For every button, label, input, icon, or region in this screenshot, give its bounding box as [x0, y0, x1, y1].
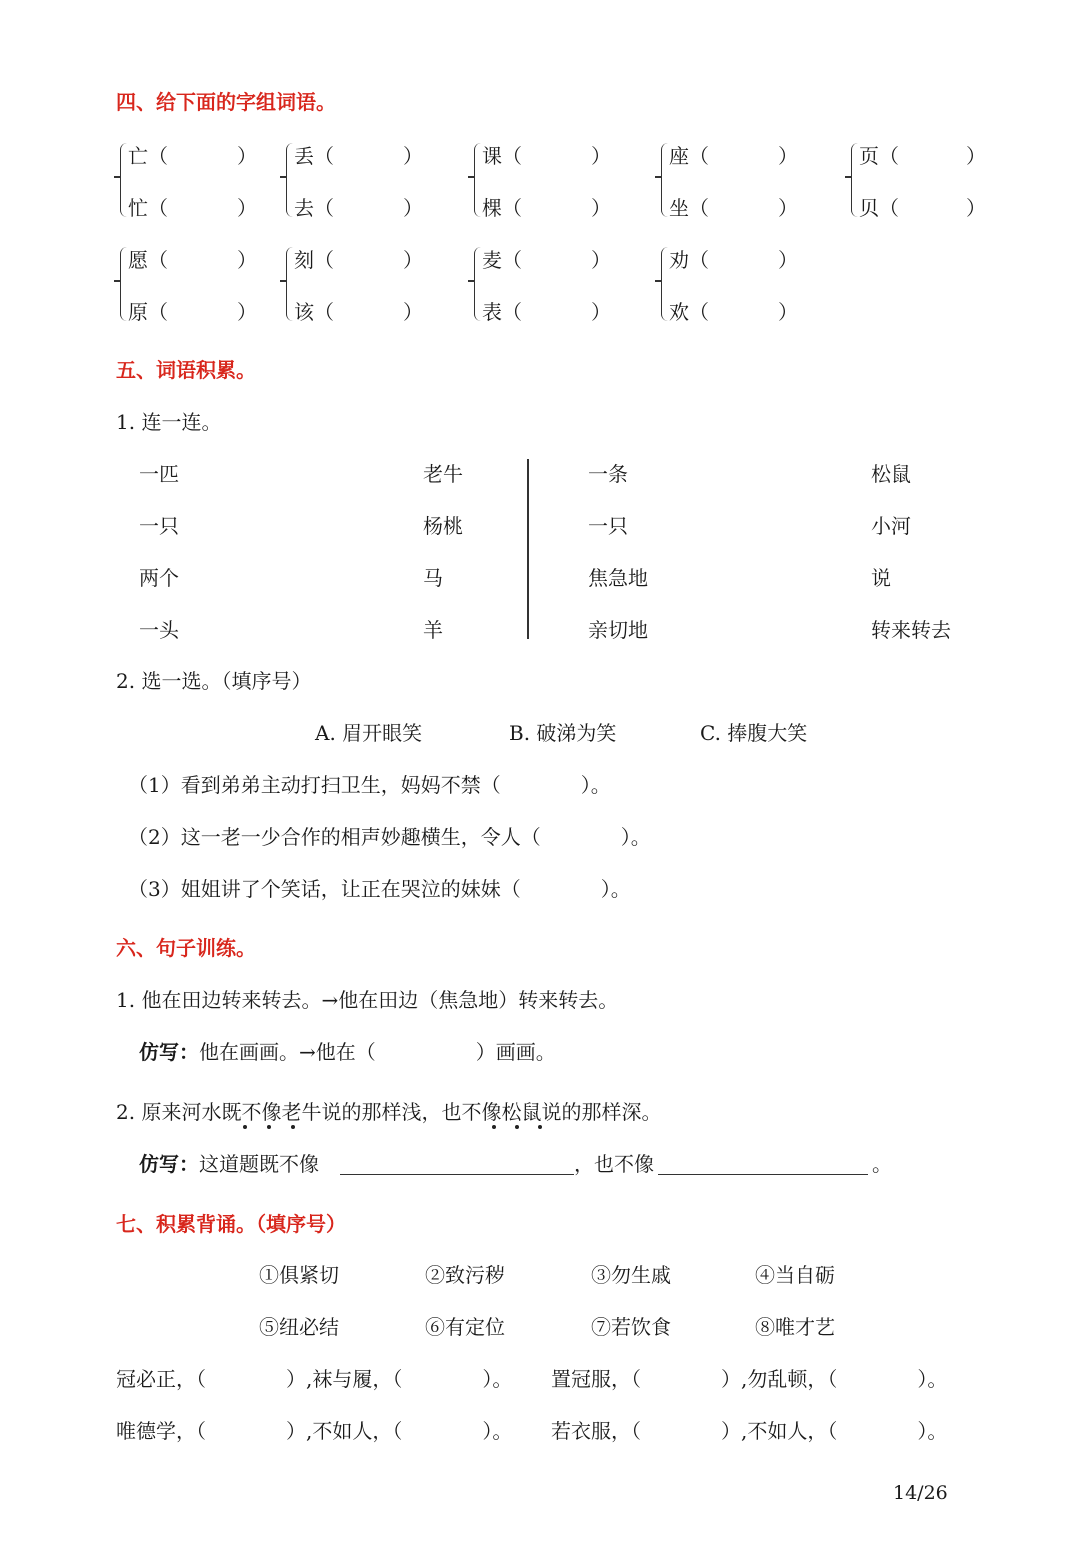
recite-option: ⑤纽必结 — [259, 1315, 339, 1339]
group-close-paren: ） — [237, 144, 257, 168]
group-char: 棵（ — [482, 196, 522, 220]
matching-left-target: 杨桃 — [423, 514, 463, 538]
matching-right-item: 亲切地 — [588, 618, 648, 642]
group-char: 刻（ — [294, 248, 334, 272]
group-char: 原（ — [128, 300, 168, 324]
matching-right-item: 焦急地 — [588, 566, 648, 590]
emphasis-dot — [267, 1125, 271, 1129]
matching-right-item: 一只 — [588, 514, 628, 538]
group-close-paren: ） — [778, 144, 798, 168]
matching-question-title: 1. 连一连。 — [116, 410, 222, 434]
recite-line: 冠必正，（ ）,袜与履，（ ）。 — [116, 1367, 513, 1391]
section5-heading: 五、词语积累。 — [116, 358, 256, 382]
recite-line: 若衣服，（ ）,不如人，（ ）。 — [551, 1419, 948, 1443]
emphasis-dot — [538, 1125, 542, 1129]
group-char: 亡（ — [128, 144, 168, 168]
group-char: 该（ — [294, 300, 334, 324]
matching-right-target: 松鼠 — [871, 462, 911, 486]
section7-heading: 七、积累背诵。（填序号） — [116, 1212, 346, 1236]
recite-option: ④当自砺 — [755, 1263, 835, 1287]
recite-option: ②致污秽 — [425, 1263, 505, 1287]
emphasis-dot — [515, 1125, 519, 1129]
group-char: 贝（ — [859, 196, 899, 220]
imitate-text-2c: 。 — [872, 1152, 892, 1176]
group-close-paren: ） — [591, 196, 611, 220]
matching-left-target: 羊 — [423, 618, 443, 642]
group-close-paren: ） — [778, 300, 798, 324]
matching-left-target: 马 — [423, 566, 443, 590]
matching-left-item: 一头 — [139, 618, 179, 642]
group-close-paren: ） — [403, 144, 423, 168]
group-char: 丢（ — [294, 144, 334, 168]
choice-question-title: 2. 选一选。（填序号） — [116, 669, 312, 693]
matching-left-item: 一匹 — [139, 462, 179, 486]
matching-left-item: 两个 — [139, 566, 179, 590]
emphasis-dot — [243, 1125, 247, 1129]
group-char: 麦（ — [482, 248, 522, 272]
group-close-paren: ） — [591, 248, 611, 272]
imitate-label-1: 仿写： — [139, 1040, 199, 1064]
recite-option: ⑧唯才艺 — [755, 1315, 835, 1339]
matching-right-target: 转来转去 — [871, 618, 951, 642]
group-char: 课（ — [482, 144, 522, 168]
matching-right-target: 小河 — [871, 514, 911, 538]
recite-option: ③勿生戚 — [591, 1263, 671, 1287]
answer-blank-2[interactable] — [658, 1174, 868, 1175]
choice-item-1: （1）看到弟弟主动打扫卫生，妈妈不禁（ ）。 — [128, 773, 611, 797]
choice-option-c: C. 捧腹大笑 — [700, 721, 808, 745]
group-close-paren: ） — [966, 144, 986, 168]
matching-left-item: 一只 — [139, 514, 179, 538]
imitate-fill-1: 他在画画。→他在（ ）画画。 — [199, 1040, 556, 1064]
imitate-text-2a: 这道题既不像 — [199, 1152, 319, 1176]
group-char: 去（ — [294, 196, 334, 220]
choice-option-a: A. 眉开眼笑 — [315, 721, 423, 745]
sentence-example-2: 2. 原来河水既不像老牛说的那样浅，也不像松鼠说的那样深。 — [116, 1100, 662, 1124]
group-close-paren: ） — [237, 300, 257, 324]
answer-blank-1[interactable] — [340, 1174, 574, 1175]
imitate-label-2: 仿写： — [139, 1152, 199, 1176]
group-close-paren: ） — [966, 196, 986, 220]
group-close-paren: ） — [778, 248, 798, 272]
group-close-paren: ） — [403, 196, 423, 220]
emphasis-dot — [291, 1125, 295, 1129]
group-close-paren: ） — [237, 196, 257, 220]
matching-right-item: 一条 — [588, 462, 628, 486]
choice-option-b: B. 破涕为笑 — [509, 721, 617, 745]
choice-item-3: （3）姐姐讲了个笑话，让正在哭泣的妹妹（ ）。 — [128, 877, 631, 901]
group-char: 愿（ — [128, 248, 168, 272]
emphasis-dot — [492, 1125, 496, 1129]
matching-left-target: 老牛 — [423, 462, 463, 486]
imitate-text-2b: ，也不像 — [574, 1152, 654, 1176]
matching-divider — [527, 459, 529, 639]
section4-heading: 四、给下面的字组词语。 — [116, 90, 336, 114]
group-close-paren: ） — [403, 248, 423, 272]
group-close-paren: ） — [591, 144, 611, 168]
group-close-paren: ） — [778, 196, 798, 220]
group-char: 忙（ — [128, 196, 168, 220]
recite-option: ①俱紧切 — [259, 1263, 339, 1287]
recite-option: ⑦若饮食 — [591, 1315, 671, 1339]
choice-item-2: （2）这一老一少合作的相声妙趣横生，令人（ ）。 — [128, 825, 651, 849]
group-char: 坐（ — [669, 196, 709, 220]
recite-line: 置冠服，（ ）,勿乱顿，（ ）。 — [551, 1367, 948, 1391]
group-char: 表（ — [482, 300, 522, 324]
sentence-example-1: 1. 他在田边转来转去。→他在田边（焦急地）转来转去。 — [116, 988, 619, 1012]
group-char: 座（ — [669, 144, 709, 168]
page-number: 14/26 — [893, 1482, 948, 1504]
group-char: 页（ — [859, 144, 899, 168]
recite-line: 唯德学，（ ）,不如人，（ ）。 — [116, 1419, 513, 1443]
group-close-paren: ） — [237, 248, 257, 272]
group-close-paren: ） — [591, 300, 611, 324]
group-char: 劝（ — [669, 248, 709, 272]
group-close-paren: ） — [403, 300, 423, 324]
matching-right-target: 说 — [871, 566, 891, 590]
group-char: 欢（ — [669, 300, 709, 324]
recite-option: ⑥有定位 — [425, 1315, 505, 1339]
section6-heading: 六、句子训练。 — [116, 936, 256, 960]
